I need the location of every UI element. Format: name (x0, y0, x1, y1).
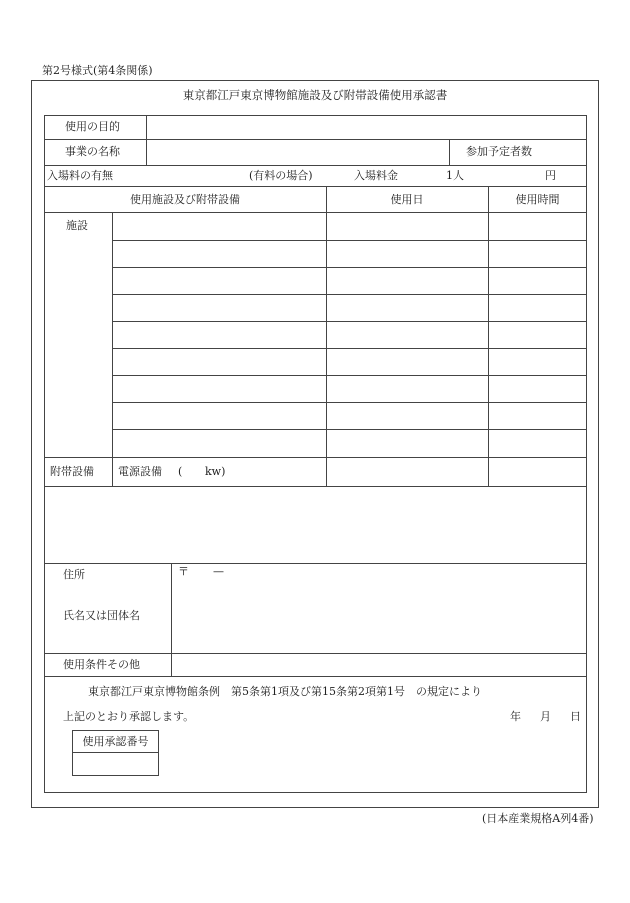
regulation-text: 東京都江戸東京博物館条例 第5条第1項及び第15条第2項第1号 の規定により (88, 685, 482, 698)
facility-row-divider (112, 348, 587, 349)
fee-if-paid: (有料の場合) (249, 169, 313, 182)
address-field[interactable] (172, 580, 586, 652)
event-name-label: 事業の名称 (65, 145, 120, 158)
power-unit: kw) (205, 465, 226, 478)
fee-label: 入場料の有無 (47, 169, 113, 182)
address-label: 住所 (63, 568, 85, 581)
column-header-date: 使用日 (390, 193, 424, 206)
purpose-label: 使用の目的 (65, 120, 120, 133)
year-label: 年 (510, 710, 521, 723)
time-column-divider (488, 186, 489, 486)
per-person-label: 1人 (446, 169, 464, 182)
row-divider (44, 486, 587, 487)
power-label: 電源設備 (118, 465, 162, 478)
postal-mark: 〒 (178, 565, 189, 578)
approval-number-field[interactable] (73, 753, 158, 775)
facility-row-divider (112, 267, 587, 268)
facility-row-divider (112, 375, 587, 376)
row-divider (44, 186, 587, 187)
paper-size-note: (日本産業規格A列4番) (482, 812, 594, 825)
postal-dash: — (213, 565, 224, 578)
row-divider (44, 212, 587, 213)
facility-row-divider (112, 429, 587, 430)
day-label: 日 (570, 710, 581, 723)
column-header-facilities: 使用施設及び附帯設備 (130, 193, 240, 206)
row-divider (44, 457, 587, 458)
approval-text: 上記のとおり承認します。 (63, 710, 195, 723)
column-header-time: 使用時間 (515, 193, 560, 206)
facility-label: 施設 (66, 219, 88, 232)
participants-label: 参加予定者数 (466, 145, 532, 158)
fee-amount-label: 入場料金 (354, 169, 398, 182)
name-label: 氏名又は団体名 (63, 609, 140, 622)
facility-row-divider (112, 294, 587, 295)
purpose-field[interactable] (147, 116, 586, 139)
event-name-field[interactable] (147, 140, 448, 165)
approval-number-label: 使用承認番号 (82, 735, 149, 748)
month-label: 月 (540, 710, 551, 723)
row-divider (44, 676, 587, 677)
facility-label-divider (112, 212, 113, 486)
conditions-label: 使用条件その他 (63, 658, 140, 671)
form-number: 第2号様式(第4条関係) (42, 64, 153, 77)
facility-row-divider (112, 402, 587, 403)
row-divider (44, 563, 587, 564)
row-divider (44, 165, 587, 166)
power-open-paren: ( (178, 465, 183, 478)
facility-row-divider (112, 240, 587, 241)
facility-row-divider (112, 321, 587, 322)
conditions-field[interactable] (172, 654, 586, 675)
date-column-divider (326, 186, 327, 486)
page-title: 東京都江戸東京博物館施設及び附帯設備使用承認書 (182, 88, 448, 102)
yen-label: 円 (545, 169, 556, 182)
equipment-label: 附帯設備 (50, 465, 94, 478)
participants-divider (449, 139, 450, 165)
